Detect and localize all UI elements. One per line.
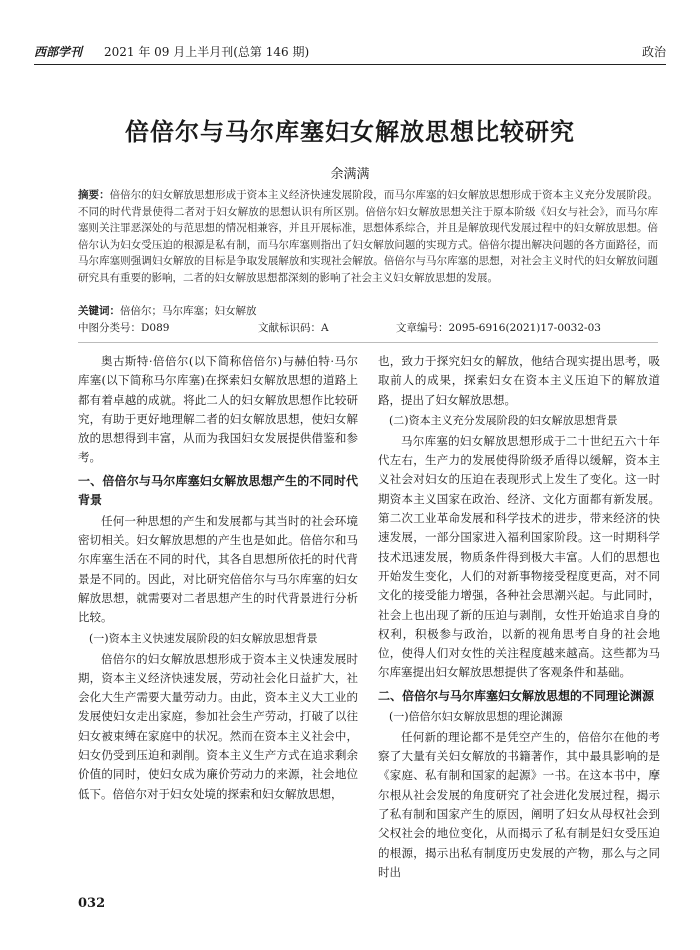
body-paragraph: 马尔库塞的妇女解放思想形成于二十世纪五六十年代左右，生产力的发展使得阶级矛盾得以缓解，资本主义社会对妇女的压迫在表现形式上发生了变化。这一时期资本主义国家在政治、经济、文化方面都有新发展。第二次工业革命发展和科学技术的进步，带来经济的快速发展，一部分国家进入福利国家阶段。这一时期科学技术迅速发展，物质条件得到极大丰富。人们的思想也开始发生变化，人们的对新事物接受程度更高，对不同文化的接受能力增强，各种社会思潮兴起。与此同时，社会上也出现了新的压迫与剥削，女性开始追求自身的权利，积极参与政治，以新的视角思考自身的社会地位，使得人们对女性的关注程度越来越高。这些都为马尔库塞提出妇女解放思想提供了客观条件和基础。	[378, 433, 660, 680]
left-column	[78, 352, 358, 804]
body-paragraph: 倍倍尔的妇女解放思想形成于资本主义快速发展时期，资本主义经济快速发展，劳动社会化日益扩大，社会化大生产需要大量劳动力。由此，资本主义大工业的发展使妇女走出家庭，参加社会生产劳动，打破了以往妇女被束缚在家庭中的状况。然而在资本主义社会中，妇女仍受到压迫和剥削。资本主义生产方式在追求剩余价值的同时，使妇女成为廉价劳动力的来源，社会地位低下。倍倍尔对于妇女处境的探索和妇女解放思想，	[78, 651, 358, 801]
document-code: 文献标识码：A	[258, 322, 329, 334]
classification-number: 中图分类号：D089	[78, 322, 170, 334]
issue-info: 2021 年 09 月上半月刊(总第 146 期)	[104, 45, 310, 59]
section-label: 政治	[641, 45, 666, 59]
intro-paragraph: 奥古斯特·倍倍尔(以下简称倍倍尔)与赫伯特·马尔库塞(以下简称马尔库塞)在探索妇女解放思想的道路上都有着卓越的成就。将此二人的妇女解放思想作比较研究，有助于更好地理解二者的妇女解放思想，使妇女解放的思想得到丰富，从而为我国妇女发展提供借鉴和参考。	[78, 354, 358, 465]
section-heading: 一、倍倍尔与马尔库塞妇女解放思想产生的不同时代背景	[78, 473, 358, 507]
article-title: 倍倍尔与马尔库塞妇女解放思想比较研究	[125, 118, 575, 146]
article-metadata	[78, 320, 658, 336]
article-number: 文章编号：2095-6916(2021)17-0032-03	[396, 322, 601, 334]
right-column	[378, 352, 660, 882]
subsection-heading: (一)倍倍尔妇女解放思想的理论渊源	[389, 709, 563, 723]
section-heading: 二、倍倍尔与马尔库塞妇女解放思想的不同理论渊源	[378, 688, 655, 703]
divider	[78, 342, 658, 343]
keywords-label: 关键词：	[78, 305, 120, 317]
abstract	[78, 187, 658, 286]
subsection-heading: (二)资本主义充分发展阶段的妇女解放思想背景	[389, 413, 618, 427]
body-paragraph: 任何新的理论都不是凭空产生的，倍倍尔在他的考察了大量有关妇女解放的书籍著作，其中最具影响的是《家庭、私有制和国家的起源》一书。在这本书中，摩尔根从社会发展的角度研究了社会进化发展过程，揭示了私有制和国家产生的原因，阐明了妇女从母权社会到父权社会的地位变化，从而揭示了私有制是妇女受压迫的根源，揭示出私有制度历史发展的产物，那么与之同时出	[378, 729, 660, 879]
keywords-text: 倍倍尔；马尔库塞；妇女解放	[120, 305, 257, 317]
author-name: 余满满	[330, 167, 370, 182]
abstract-label: 摘要：	[78, 189, 110, 201]
running-header	[34, 44, 666, 65]
subsection-heading: (一)资本主义快速发展阶段的妇女解放思想背景	[89, 631, 318, 645]
journal-name: 西部学刊	[34, 45, 83, 59]
body-paragraph: 也，致力于探究妇女的解放，他结合现实提出思考，吸取前人的成果，探索妇女在资本主义压迫下的解放道路，提出了妇女解放思想。	[378, 354, 660, 407]
page-number: 032	[78, 896, 106, 911]
abstract-text: 倍倍尔的妇女解放思想形成于资本主义经济快速发展阶段，而马尔库塞的妇女解放思想形成于资本主义充分发展阶段。不同的时代背景使得二者对于妇女解放的思想认识有所区别。倍倍尔妇女解放思想关注于原本阶级《妇女与社会》，而马尔库塞则关注罪恶深处的与范思想的情况相兼容，并且开展标准，思想体系综合，并且是解放现代发展过程中的妇女解放思想。倍倍尔认为妇女受压迫的根源是私有制，而马尔库塞则指出了妇女解放问题的实现方式。倍倍尔提出解决问题的各方面路径，而马尔库塞则强调妇女解放的目标是争取发展解放和实现社会解放。倍倍尔与马尔库塞的思想，对社会主义时代的妇女解放问题研究具有重要的影响，二者的妇女解放思想都深刻的影响了社会主义妇女解放思想的发展。	[78, 189, 658, 284]
keywords	[78, 303, 658, 319]
body-paragraph: 任何一种思想的产生和发展都与其当时的社会环境密切相关。妇女解放思想的产生也是如此。倍倍尔和马尔库塞生活在不同的时代，其各自思想所依托的时代背景是不同的。因此，对比研究倍倍尔与马尔库塞的妇女解放思想，就需要对二者思想产生的时代背景进行分析比较。	[78, 513, 358, 625]
